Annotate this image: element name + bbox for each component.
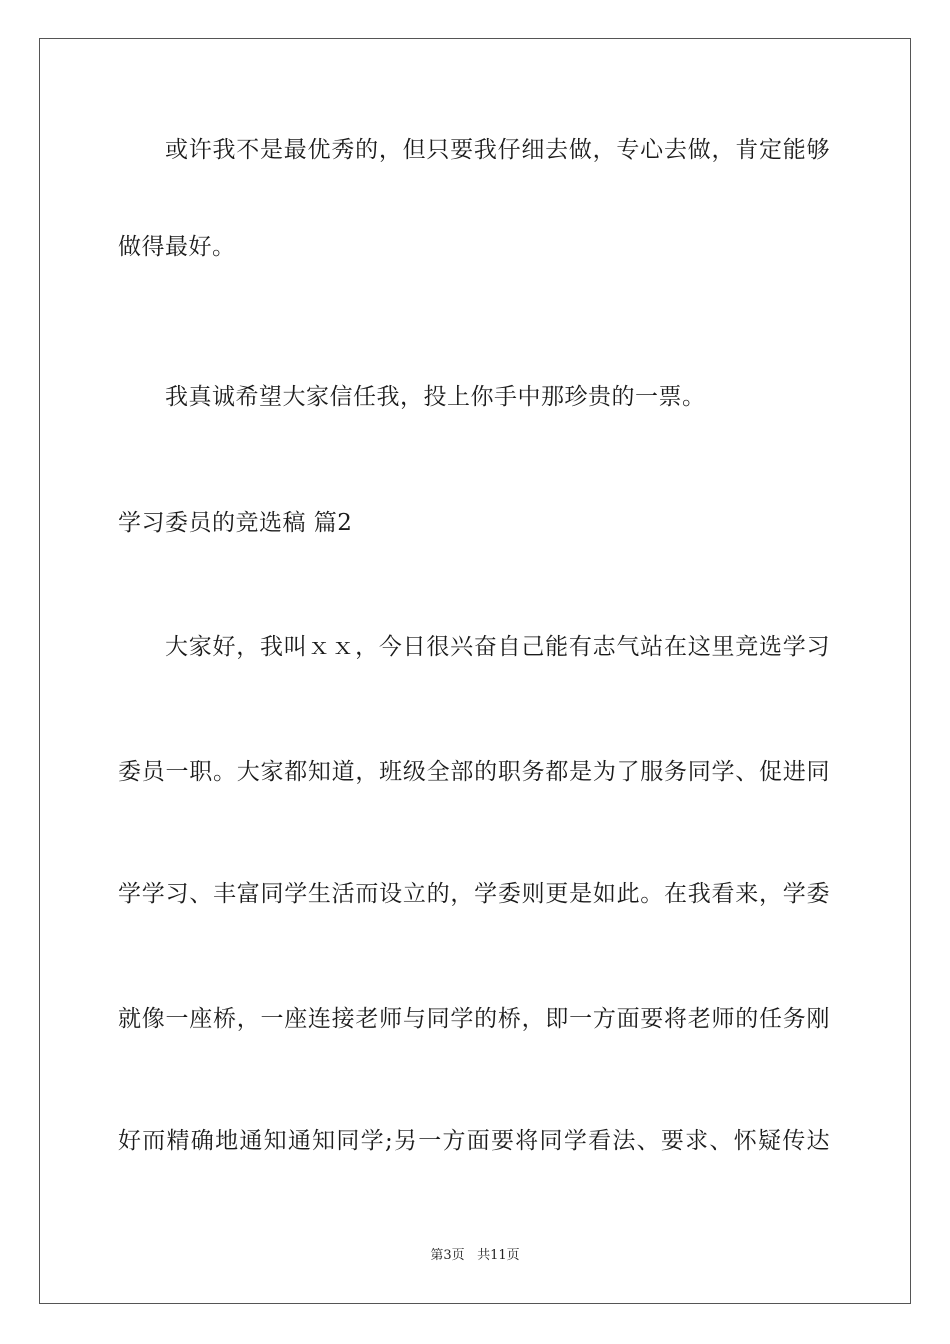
page-total: 共11页 xyxy=(477,1248,520,1263)
page-frame xyxy=(39,38,911,1304)
section-heading: 学习委员的竞选稿 篇2 xyxy=(118,510,353,536)
paragraph-line-2: 做得最好。 xyxy=(118,234,236,260)
page-footer xyxy=(0,1248,950,1264)
paragraph-line-6: 委员一职。大家都知道，班级全部的职务都是为了服务同学、促进同 xyxy=(118,759,830,785)
paragraph-line-1: 或许我不是最优秀的，但只要我仔细去做，专心去做，肯定能够 xyxy=(165,137,830,163)
paragraph-line-7: 学学习、丰富同学生活而设立的，学委则更是如此。在我看来，学委 xyxy=(118,881,830,907)
paragraph-line-8: 就像一座桥，一座连接老师与同学的桥，即一方面要将老师的任务刚 xyxy=(118,1006,830,1032)
paragraph-line-3: 我真诚希望大家信任我，投上你手中那珍贵的一票。 xyxy=(165,384,706,410)
page-number: 第3页 xyxy=(430,1248,465,1263)
paragraph-line-5: 大家好，我叫ｘｘ，今日很兴奋自己能有志气站在这里竞选学习 xyxy=(165,634,830,660)
paragraph-line-9: 好而精确地通知通知同学;另一方面要将同学看法、要求、怀疑传达 xyxy=(118,1128,830,1154)
